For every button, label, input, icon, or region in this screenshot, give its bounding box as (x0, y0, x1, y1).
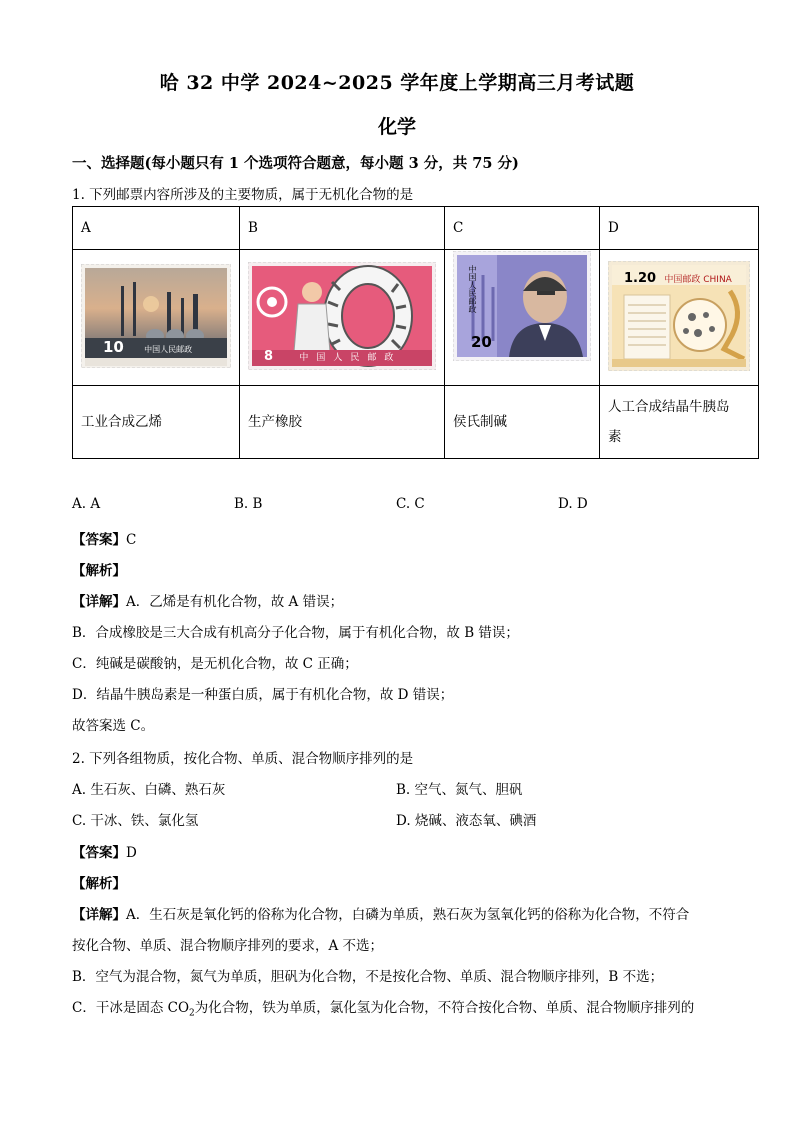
q2-option-b[interactable]: B. 空气、氮气、胆矾 (396, 782, 523, 798)
q1-detail-label: 【详解】 (72, 594, 126, 610)
stamp-a-value: 10 (103, 337, 124, 356)
q1-detail-c: C．纯碱是碳酸钠，是无机化合物，故 C 正确； (72, 656, 358, 672)
col-d-caption-line1: 人工合成结晶牛胰岛 (608, 399, 730, 415)
q1-detail-d: D．结晶牛胰岛素是一种蛋白质，属于有机化合物，故 D 错误； (72, 687, 454, 703)
q2-detail-c (72, 996, 694, 1019)
stamp-d-text: 中国邮政 CHINA (664, 274, 732, 285)
col-d-caption-line2: 素 (608, 429, 622, 445)
q2-detail-b: B．空气为混合物，氮气为单质，胆矾为化合物，不是按化合物、单质、混合物顺序排列，B 不选； (72, 969, 664, 985)
q2-detail-a1 (72, 903, 689, 923)
col-d-caption (600, 386, 759, 459)
q2-option-d[interactable]: D. 烧碱、液态氧、碘酒 (396, 813, 537, 829)
q1-answer (72, 528, 136, 548)
q2-detail-a2: 按化合物、单质、混合物顺序排列的要求，A 不选； (72, 938, 384, 954)
col-b-letter: B (240, 207, 445, 250)
stamp-b-cell (240, 250, 445, 386)
stamp-c-cell (445, 250, 600, 386)
q2-detail-a1-text: A．生石灰是氧化钙的俗称为化合物，白磷为单质，熟石灰为氢氧化钙的俗称为化合物，不符合 (126, 907, 690, 923)
q1-detail-a-text: A．乙烯是有机化合物，故 A 错误； (126, 594, 344, 610)
col-c-letter: C (445, 207, 600, 250)
q1-answer-value: C (126, 532, 137, 548)
q2-answer-value: D (126, 845, 137, 861)
q2-detail-c-post: 为化合物，铁为单质，氯化氢为化合物，不符合按化合物、单质、混合物顺序排列的 (194, 1000, 695, 1016)
section-heading: 一、选择题(每小题只有 1 个选项符合题意，每小题 3 分，共 75 分) (72, 155, 519, 172)
q1-detail-a (72, 590, 343, 610)
q2-answer (72, 841, 137, 861)
stamp-d-cell (600, 250, 759, 386)
stamp-a-text: 中国人民邮政 (144, 344, 193, 354)
exam-title: 哈 32 中学 2024~2025 学年度上学期高三月考试题 (159, 72, 635, 94)
col-a-caption: 工业合成乙烯 (73, 386, 240, 459)
exam-subject: 化学 (377, 116, 416, 138)
q1-detail-b: B．合成橡胶是三大合成有机高分子化合物，属于有机化合物，故 B 错误； (72, 625, 519, 641)
stamp-a-cell (73, 250, 240, 386)
q1-option-b[interactable]: B. B (234, 496, 263, 512)
stamp-b-text: 中国人民邮政 (299, 352, 402, 363)
q2-detail-label: 【详解】 (72, 907, 126, 923)
col-d-letter: D (600, 207, 759, 250)
q2-option-a[interactable]: A. 生石灰、白磷、熟石灰 (72, 782, 226, 798)
q2-analysis-label: 【解析】 (72, 876, 126, 892)
col-b-caption: 生产橡胶 (240, 386, 445, 459)
stamp-b-value: 8 (264, 348, 274, 364)
col-a-letter: A (73, 207, 240, 250)
q2-detail-c-sub: 2 (189, 1008, 195, 1019)
q1-stamp-table (72, 206, 759, 459)
stamp-d-value: 1.20 (624, 270, 657, 286)
q2-option-c[interactable]: C. 干冰、铁、氯化氢 (72, 813, 199, 829)
q2-stem: 2. 下列各组物质，按化合物、单质、混合物顺序排列的是 (72, 751, 414, 767)
col-c-caption: 侯氏制碱 (445, 386, 600, 459)
stamp-c-text: 中国人民邮政 (468, 264, 477, 313)
q1-conclusion: 故答案选 C。 (72, 718, 155, 734)
q2-detail-c-pre: C．干冰是固态 CO (72, 1000, 190, 1016)
q1-option-c[interactable]: C. C (396, 496, 425, 512)
q2-answer-label: 【答案】 (72, 845, 126, 861)
stamp-c-value: 20 (471, 332, 492, 351)
q1-option-a[interactable]: A. A (72, 496, 101, 512)
q1-analysis-label: 【解析】 (72, 563, 126, 579)
q1-option-d[interactable]: D. D (558, 496, 588, 512)
q1-answer-label: 【答案】 (72, 532, 126, 548)
q1-stem: 1. 下列邮票内容所涉及的主要物质，属于无机化合物的是 (72, 187, 414, 203)
